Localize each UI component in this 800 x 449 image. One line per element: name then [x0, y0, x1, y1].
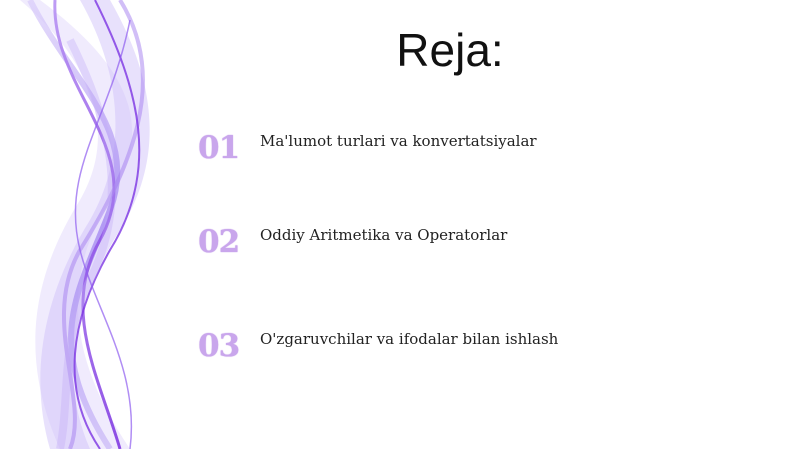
agenda-item	[198, 128, 758, 168]
purple-ribbon-decoration	[0, 0, 200, 449]
agenda-item-text: Ma'lumot turlari va konvertatsiyalar	[260, 132, 537, 150]
agenda-item-text: Oddiy Aritmetika va Operatorlar	[260, 226, 508, 244]
agenda-item-text: O'zgaruvchilar va ifodalar bilan ishlash	[260, 330, 559, 348]
agenda-item-number: 01	[198, 130, 240, 166]
slide-title: Reja:	[396, 24, 504, 76]
agenda-item	[198, 326, 758, 366]
agenda-item-number: 02	[198, 224, 240, 260]
agenda-item-number: 03	[198, 328, 240, 364]
agenda-item	[198, 222, 758, 262]
